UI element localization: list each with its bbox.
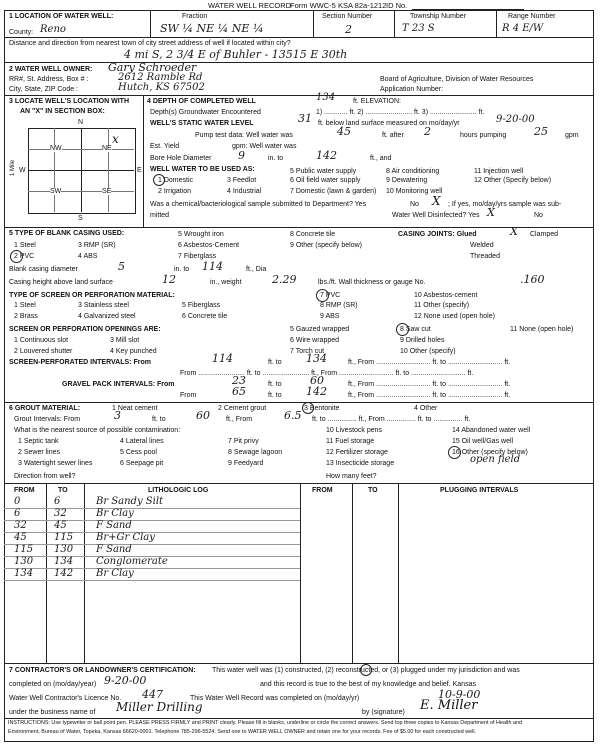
gravel-to-1: 60 <box>310 374 324 387</box>
open-continuous: 1 Continuous slot <box>14 337 69 344</box>
form-number: Form WWC-5 <box>290 1 336 10</box>
instructions-line-2: Environment, Bureau of Water, Topeka, Kansas 66620-0001. Telephone 785-296-5524. Send one to WATER WELL OWNER and retain one for your records. Fee of $5.00 for each constructed well. <box>8 729 477 735</box>
log-row-line <box>4 508 300 509</box>
casing-diameter-ft: 114 <box>202 260 223 273</box>
casing-diameter-label: Blank casing diameter <box>9 266 78 273</box>
compass-e: E <box>137 167 142 174</box>
log-row-line <box>4 580 300 581</box>
pvc-circle <box>10 250 23 263</box>
quadrant-nw: NW <box>50 145 62 152</box>
open-mill: 3 Mill slot <box>110 337 140 344</box>
src-sewer: 2 Sewer lines <box>18 449 61 456</box>
other-source-circle <box>448 446 461 459</box>
grout-from-2: 6.5 <box>284 409 302 422</box>
application-label: Application Number: <box>380 86 444 93</box>
log-to-cell: 45 <box>54 520 67 531</box>
use-label: WELL WATER TO BE USED AS: <box>150 166 255 173</box>
log-lithology-cell: Br Clay <box>96 508 134 519</box>
completed-date: 9-20-00 <box>104 674 147 687</box>
township-value: T 23 S <box>402 23 435 34</box>
grout-neat: 1 Neat cement <box>112 405 158 412</box>
casing-asbestos: 6 Asbestos-Cement <box>178 242 240 249</box>
section-4-label: 4 DEPTH OF COMPLETED WELL <box>147 98 256 105</box>
open-other: 10 Other (specify) <box>400 348 456 355</box>
gravel-from-row1-rest: ft., From ............................ ft. to ............................ ft. <box>348 381 511 388</box>
elevation-label: ft. ELEVATION: <box>353 98 401 105</box>
screen-pvc-circle <box>316 289 329 302</box>
gravel-intervals-label: GRAVEL PACK INTERVALS: From <box>62 381 175 388</box>
casing-other: 9 Other (specify below) <box>290 242 362 249</box>
static-level-label: WELL'S STATIC WATER LEVEL <box>150 120 254 127</box>
open-gauzed: 5 Gauzed wrapped <box>290 326 350 333</box>
screen-rmp: 8 RMP (SR) <box>320 302 358 309</box>
log-header-from-2: FROM <box>312 487 333 494</box>
pump-label: Pump test data: Well water was <box>195 132 293 139</box>
open-drilled: 9 Drilled holes <box>400 337 445 344</box>
pump-hours-value: 2 <box>424 125 431 138</box>
log-lithology-cell: Br+Gr Clay <box>96 532 155 543</box>
casing-height-label: Casing height above land surface <box>9 279 113 286</box>
section-number-value: 2 <box>345 23 352 36</box>
casing-diameter-value: 5 <box>118 260 125 273</box>
casing-fiberglass: 7 Fiberglass <box>178 253 217 260</box>
log-from-cell: 134 <box>14 568 34 579</box>
use-domestic: 1 Domestic <box>158 177 194 184</box>
screen-brass: 2 Brass <box>14 313 38 320</box>
gravel-from-1: 23 <box>232 374 246 387</box>
log-from-cell: 115 <box>14 544 34 555</box>
gauge-value: .160 <box>520 273 545 286</box>
range-value: R 4 E/W <box>502 23 544 34</box>
bore-in-value: 9 <box>238 149 245 162</box>
screen-asbestos: 10 Asbestos-cement <box>414 292 478 299</box>
screen-steel: 1 Steel <box>14 302 36 309</box>
township-label: Township Number <box>410 13 467 20</box>
open-sawcut: 8 Saw cut <box>400 326 431 333</box>
use-other: 12 Other (Specify below) <box>474 177 552 184</box>
chem-sample-label-2: ; If yes, mo/day/yrs sample was sub- <box>448 201 562 208</box>
use-oilfield: 6 Oil field water supply <box>290 177 361 184</box>
log-from-cell: 45 <box>14 532 27 543</box>
cert-line-1: This water well was (1) constructed, (2) reconstructed, or (3) plugged under my jurisdiction and was <box>212 667 520 674</box>
casing-abs: 4 ABS <box>78 253 98 260</box>
casing-rmp: 3 RMP (SR) <box>78 242 116 249</box>
src-abandoned: 14 Abandoned water well <box>452 427 531 434</box>
log-to-cell: 134 <box>54 556 74 567</box>
board-label: Board of Agriculture, Division of Water Resources <box>380 76 534 83</box>
casing-height-value: 12 <box>162 273 176 286</box>
screen-to-label: ft. to <box>268 359 282 366</box>
section-3-label: 3 LOCATE WELL'S LOCATION WITH <box>9 98 130 105</box>
gw-fields: 1) ............ ft. 2) ........................ ft. 3) ........................ ft. <box>316 109 485 116</box>
src-fertilizer: 12 Fertilizer storage <box>326 449 388 456</box>
screen-galvanized: 4 Galvanized steel <box>78 313 136 320</box>
one-mile-label: 1 Mile <box>10 159 17 177</box>
log-lithology-cell: Br Clay <box>96 568 134 579</box>
open-torch: 7 Torch cut <box>290 348 325 355</box>
log-to-cell: 32 <box>54 508 67 519</box>
screen-concrete: 6 Concrete tile <box>182 313 228 320</box>
src-livestock: 10 Livestock pens <box>326 427 383 434</box>
openings-label: SCREEN OR PERFORATION OPENINGS ARE: <box>9 326 161 333</box>
log-header-lithologic: LITHOLOGIC LOG <box>148 487 209 494</box>
casing-diameter-rest: ft., Dia <box>246 266 267 273</box>
src-other: 16 Other (specify below) <box>452 449 528 456</box>
section-box <box>28 128 136 214</box>
direction-label: Direction from well? <box>14 473 76 480</box>
pump-after-label: ft. after <box>382 132 404 139</box>
groundwater-label: Depth(s) Groundwater Encountered <box>150 109 261 116</box>
section-number-label: Section Number <box>322 13 373 20</box>
compass-s: S <box>78 215 83 222</box>
bentonite-circle <box>302 402 314 414</box>
grout-from-label-2: ft., From <box>226 416 253 423</box>
log-lithology-cell: Conglomerate <box>96 556 168 567</box>
src-lagoon: 8 Sewage lagoon <box>228 449 283 456</box>
screen-other: 11 Other (specify) <box>414 302 470 309</box>
log-row-line <box>4 544 300 545</box>
bore-to-label: in. to <box>268 155 284 162</box>
use-public: 5 Public water supply <box>290 168 357 175</box>
glued-mark: X <box>510 225 518 238</box>
static-date: 9-20-00 <box>496 114 535 125</box>
compass-w: W <box>19 167 26 174</box>
log-lithology-cell: Br Sandy Silt <box>96 496 164 507</box>
log-header-from: FROM <box>14 487 35 494</box>
cert-line-3: This Water Well Record was completed on (mo/day/yr) <box>190 695 360 702</box>
pump-ft-value: 45 <box>337 125 351 138</box>
est-yield-rest: gpm: Well water was <box>232 143 297 150</box>
gravel-from-2: 65 <box>232 385 246 398</box>
section-6-label: 6 GROUT MATERIAL: <box>9 405 81 412</box>
instructions-line-1: INSTRUCTIONS: Use typewriter or ball point pen. PLEASE PRESS FIRMLY and PRINT clearly. Please fill in blanks, underline or circle the correct answers. Send top three copies to Kansas Department of Health and <box>8 720 523 726</box>
log-lithology-cell: F Sand <box>96 544 132 555</box>
fraction-value: SW ¼ NE ¼ NE ¼ <box>160 22 264 35</box>
src-lateral: 4 Lateral lines <box>120 438 164 445</box>
screen-abs: 9 ABS <box>320 313 340 320</box>
casing-concrete: 8 Concrete tile <box>290 231 336 238</box>
quadrant-ne: NE <box>102 145 112 152</box>
casing-weight-rest: lbs./ft. Wall thickness or gauge No. <box>318 279 426 286</box>
pump-hours-label: hours pumping <box>460 132 507 139</box>
distance-value: 4 mi S, 2 3/4 E of Buhler - 13515 E 30th <box>124 48 348 61</box>
distance-label: Distance and direction from nearest town of city street address of well if located within city? <box>9 40 291 47</box>
depth-value: 134 <box>316 92 336 103</box>
log-to-cell: 142 <box>54 568 74 579</box>
casing-steel: 1 Steel <box>14 242 36 249</box>
grout-from-1: 3 <box>114 409 121 422</box>
use-dewatering: 9 Dewatering <box>386 177 428 184</box>
screen-intervals-label: SCREEN-PERFORATED INTERVALS: From <box>9 359 151 366</box>
use-feedlot: 3 Feedlot <box>227 177 257 184</box>
log-header-to: TO <box>58 487 68 494</box>
grout-intervals-label: Grout Intervals: From <box>14 416 81 423</box>
section-3-label-2: AN "X" IN SECTION BOX: <box>20 108 105 115</box>
quadrant-sw: SW <box>50 188 62 195</box>
grout-other: 4 Other <box>414 405 438 412</box>
log-to-cell: 6 <box>54 496 61 507</box>
section-2-label: 2 WATER WELL OWNER: <box>9 66 93 73</box>
county-value: Reno <box>40 24 66 35</box>
grout-to-1: 60 <box>196 409 210 422</box>
screen-stainless: 3 Stainless steel <box>78 302 129 309</box>
grout-bentonite: 3 Bentonite <box>304 405 340 412</box>
fraction-label: Fraction <box>182 13 208 20</box>
business-value: Miller Drilling <box>116 700 203 714</box>
domestic-circle <box>153 174 165 186</box>
contamination-label: What is the nearest source of possible contamination: <box>14 427 181 434</box>
sawcut-circle <box>396 323 409 336</box>
log-to-cell: 115 <box>54 532 74 543</box>
business-label: under the business name of <box>9 709 96 716</box>
casing-wrought: 5 Wrought iron <box>178 231 224 238</box>
compass-n: N <box>78 119 84 126</box>
src-seepage: 6 Seepage pit <box>120 460 164 467</box>
cert-line-2: and this record is true to the best of my knowledge and belief. Kansas <box>260 681 476 688</box>
section-5-label: 5 TYPE OF BLANK CASING USED: <box>9 230 125 237</box>
src-insecticide: 13 Insecticide storage <box>326 460 395 467</box>
src-fuel: 11 Fuel storage <box>326 438 375 445</box>
open-none: 11 None (open hole) <box>510 326 574 333</box>
clamped-label: Clamped <box>530 231 559 238</box>
log-lithology-cell: F Sand <box>96 520 132 531</box>
grout-to-label-1: ft. to <box>152 416 166 423</box>
log-from-cell: 0 <box>14 496 21 507</box>
use-monitoring: 10 Monitoring well <box>386 188 443 195</box>
use-lawn: 7 Domestic (lawn & garden) <box>290 188 377 195</box>
threaded-label: Threaded <box>470 253 500 260</box>
bore-ft-value: 142 <box>316 149 337 162</box>
range-label: Range Number <box>508 13 556 20</box>
gravel-to-2: 142 <box>306 385 327 398</box>
location-mark: x <box>112 132 119 146</box>
est-yield-label: Est. Yield <box>150 143 180 150</box>
quadrant-se: SE <box>102 188 112 195</box>
log-from-cell: 6 <box>14 508 21 519</box>
log-header-to-2: TO <box>368 487 378 494</box>
gravel-to-label-2: ft. to <box>268 392 282 399</box>
screen-from-2: ft., From ............................ ft. to ............................ ft. <box>348 359 511 366</box>
screen-none: 12 None used (open hole) <box>414 313 495 320</box>
mitted-label: mitted <box>150 212 170 219</box>
casing-diameter-to: in. to <box>174 266 190 273</box>
constructed-circle <box>360 664 372 676</box>
gravel-to-label-1: ft. to <box>268 381 282 388</box>
record-date: 10-9-00 <box>438 688 481 701</box>
license-label: Water Well Contractor's Licence No. <box>9 695 122 702</box>
screen-from-row2: From ........................ ft. to ........................ ft., From ............................ ft. to ............................ ft. <box>180 370 474 377</box>
log-from-cell: 130 <box>14 556 34 567</box>
open-louvered: 2 Louvered shutter <box>14 348 73 355</box>
chem-no-label: No <box>410 201 419 208</box>
disinfected-mark: X <box>487 206 495 219</box>
casing-weight-value: 2.29 <box>272 273 297 286</box>
address-label: RR#, St. Address, Box # : <box>9 76 89 83</box>
use-injection: 11 Injection well <box>474 168 524 175</box>
src-oilgas: 15 Oil well/Gas well <box>452 438 514 445</box>
welded-label: Welded <box>470 242 494 249</box>
ksa-ref: KSA 82a-1212 <box>338 1 387 10</box>
bore-label: Bore Hole Diameter <box>150 155 212 162</box>
log-from-cell: 32 <box>14 520 27 531</box>
gravel-from-row2-rest: ft., From ............................ ft. to ............................ ft. <box>348 392 511 399</box>
src-privy: 7 Pit privy <box>228 438 259 445</box>
signature: E. Miller <box>420 698 478 713</box>
city-value: Hutch, KS 67502 <box>118 82 205 93</box>
license-value: 447 <box>142 688 163 701</box>
src-feedyard: 9 Feedyard <box>228 460 264 467</box>
use-irrigation: 2 Irrigation <box>158 188 192 195</box>
pump-gpm-value: 25 <box>534 125 548 138</box>
log-header-plugging: PLUGGING INTERVALS <box>440 487 519 494</box>
log-row-line <box>4 568 300 569</box>
screen-to-value: 134 <box>306 352 327 365</box>
screen-material-label: TYPE OF SCREEN OR PERFORATION MATERIAL: <box>9 292 175 299</box>
screen-pvc: 7 PVC <box>320 292 341 299</box>
gravel-from-label-2: From <box>180 392 197 399</box>
county-label: County: <box>9 29 34 36</box>
static-level-value: 31 <box>298 112 312 125</box>
section-1-label: 1 LOCATION OF WATER WELL: <box>9 13 114 20</box>
disinfected-no: No <box>534 212 543 219</box>
log-row-line <box>4 520 300 521</box>
owner-value: Gary Schroeder <box>108 61 197 74</box>
casing-weight-label: in., weight <box>210 279 242 286</box>
log-to-cell: 130 <box>54 544 74 555</box>
signature-label: by (signature) <box>362 709 405 716</box>
src-watertight: 3 Watertight sewer lines <box>18 460 93 467</box>
completed-label: completed on (mo/day/year) <box>9 681 97 688</box>
address-value: 2612 Ramble Rd <box>118 72 203 83</box>
pump-gpm-label: gpm <box>565 132 579 139</box>
grout-cement: 2 Cement grout <box>218 405 267 412</box>
open-wire: 6 Wire wrapped <box>290 337 340 344</box>
city-label: City, State, ZIP Code : <box>9 86 78 93</box>
casing-joints-label: CASING JOINTS: Glued <box>398 231 477 238</box>
src-septic: 1 Septic tank <box>18 438 59 445</box>
use-air: 8 Air conditioning <box>386 168 440 175</box>
other-source-value: open field <box>470 454 521 465</box>
use-industrial: 4 Industrial <box>227 188 262 195</box>
chem-no-mark: X <box>432 194 441 208</box>
open-key: 4 Key punched <box>110 348 157 355</box>
screen-from-value: 114 <box>212 352 233 365</box>
bore-and-label: ft., and <box>370 155 392 162</box>
static-level-rest: ft. below land surface measured on mo/day/yr <box>318 120 460 127</box>
disinfected-label: Water Well Disinfected? Yes <box>392 212 480 219</box>
section-7-label: 7 CONTRACTOR'S OR LANDOWNER'S CERTIFICATION: <box>9 667 196 674</box>
grout-rest: ft. to ............... ft., From ............... ft. to ............... ft. <box>312 416 471 423</box>
chem-sample-label: Was a chemical/bacteriological sample submitted to Department? Yes <box>150 201 367 208</box>
form-title: WATER WELL RECORD <box>208 1 292 10</box>
casing-pvc: 2 PVC <box>14 253 35 260</box>
screen-fiberglass: 5 Fiberglass <box>182 302 221 309</box>
how-many-feet-label: How many feet? <box>326 473 377 480</box>
src-cesspool: 5 Cess pool <box>120 449 157 456</box>
id-label: ID No. <box>386 1 408 10</box>
